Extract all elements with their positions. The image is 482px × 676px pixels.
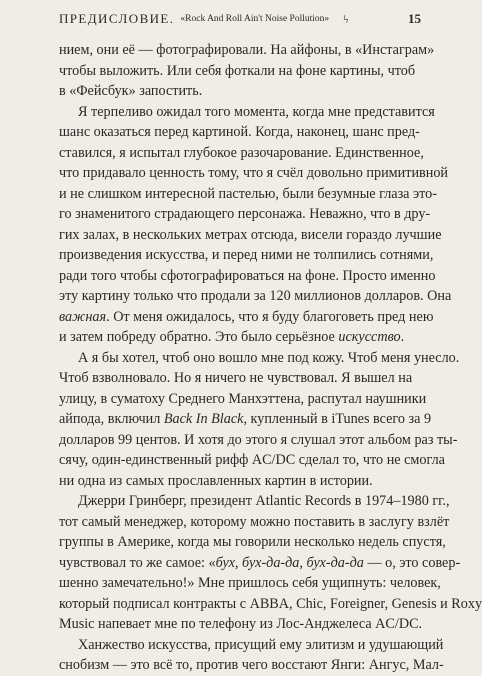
body-text [59, 40, 482, 676]
text-segment: ставился, я испытал глубокое разочарование. Единственное, [59, 144, 424, 161]
text-segment: долларов 99 центов. И хотя до этого я слушал этот альбом раз ты- [59, 431, 458, 448]
text-segment: шанс оказаться перед картиной. Когда, наконец, шанс пред- [59, 124, 420, 140]
text-segment: чувствовал то же самое: « [59, 554, 216, 571]
section-subtitle: «Rock And Roll Ain't Noise Pollution» [180, 14, 330, 24]
text-line [59, 245, 434, 266]
paragraph [59, 102, 452, 348]
text-line [59, 61, 421, 82]
text-segment: . [400, 329, 405, 345]
text-segment: айпода, включил [59, 411, 164, 427]
text-line [59, 389, 427, 410]
italic-text: бух, бух-да-да, бух-да-да [215, 554, 364, 571]
italic-text: искусство [338, 329, 401, 345]
text-line [59, 348, 460, 369]
text-segment: в «Фейсбук» запостить. [59, 83, 203, 99]
text-line [59, 655, 444, 676]
text-line [59, 430, 458, 451]
text-segment: тот самый менеджер, которому можно поставить в заслугу взлёт [59, 513, 450, 530]
section-title: ПРЕДИСЛОВИЕ. [59, 11, 175, 26]
text-segment: эту картину только что продали за 120 миллионов долларов. Она [59, 288, 452, 304]
text-line [59, 143, 424, 164]
text-segment: Music напевает мне по телефону из Лос-Анджелеса AC/DC. [59, 616, 423, 632]
text-line [59, 450, 445, 471]
text-line [59, 635, 444, 656]
text-segment: и не слишком интересной пастелью, были безумные глаза это- [59, 185, 437, 202]
text-line [59, 471, 421, 492]
text-segment: , купленный в iTunes всего за 9 [243, 411, 432, 427]
text-line [59, 532, 446, 553]
text-segment: ни одна из самых прославленных картин в истории. [59, 472, 373, 489]
page-number: 15 [408, 11, 421, 26]
text-line [59, 491, 450, 512]
text-line [59, 184, 437, 205]
text-segment: что придавало ценность тому, что я счёл довольно примитивной [59, 165, 449, 181]
text-line [59, 368, 421, 389]
paragraph [59, 491, 482, 635]
text-line [59, 573, 441, 594]
running-header [59, 8, 421, 30]
text-line [59, 204, 431, 225]
text-segment: снобизм — это всё то, против чего восстают Янги: Ангус, Мал- [59, 657, 444, 673]
text-line [59, 594, 482, 615]
italic-text: важная [59, 308, 107, 325]
italic-text: Back In Black [163, 411, 244, 427]
text-segment: шенно замечательно!» Мне пришлось себя ущипнуть: человек, [59, 575, 441, 591]
text-line [59, 266, 436, 287]
text-line [59, 40, 435, 61]
lightning-bolt-icon: ϟ [343, 11, 349, 26]
text-segment: Чтоб взволновало. Но я ничего не чувствовал. Я вышел на [59, 370, 413, 386]
text-segment: нием, они её — фотографировали. На айфоны, в «Инстаграм» [59, 42, 435, 58]
text-segment: ради того чтобы сфотографироваться на фоне. Просто именно [59, 267, 436, 284]
text-segment: сячу, один-единственный рифф AC/DC сделал то, что не смогла [59, 452, 445, 468]
text-segment: который подписал контракты с ABBA, Chic, Foreigner, Genesis и Roxy [59, 595, 482, 612]
text-line [59, 122, 421, 143]
paragraph [59, 348, 460, 492]
text-line [59, 553, 461, 574]
text-segment: и затем побреду обратно. Это было серьёзное [59, 329, 339, 345]
text-segment: Я терпеливо ожидал того момента, когда мне представится [78, 103, 435, 120]
text-segment: — о, это совер- [363, 554, 461, 571]
text-segment: улицу, в суматоху Среднего Манхэттена, распутал наушники [59, 390, 427, 407]
text-segment: гих залах, в нескольких метрах отсюда, висели гораздо лучшие [59, 226, 442, 243]
text-segment: произведения искусства, и перед ними не толпились сотнями, [59, 247, 434, 263]
text-segment: группы в Америке, когда мы говорили несколько недель спустя, [59, 534, 446, 550]
text-line [59, 409, 432, 430]
text-line [59, 163, 449, 184]
text-line [59, 307, 434, 328]
text-segment: го знаменитого страдающего персонажа. Неважно, что в дру- [59, 206, 431, 222]
text-line [59, 614, 421, 635]
text-line [59, 102, 435, 123]
text-line [59, 512, 450, 533]
text-segment: чтобы выложить. Или себя фоткали на фоне картины, чтоб [59, 62, 416, 79]
text-line [59, 327, 421, 348]
text-line [59, 225, 442, 246]
paragraph [59, 40, 435, 102]
text-line [59, 286, 452, 307]
text-line [59, 81, 421, 102]
text-segment: А я бы хотел, чтоб оно вошло мне под кожу. Чтоб меня унесло. [78, 349, 460, 366]
paragraph [59, 635, 444, 676]
text-segment: Джерри Гринберг, президент Atlantic Records в 1974–1980 гг., [78, 493, 450, 509]
text-segment: . От меня ожидалось, что я буду благоговеть пред нею [106, 308, 434, 325]
text-segment: Ханжество искусства, присущий ему элитизм и удушающий [78, 636, 444, 653]
